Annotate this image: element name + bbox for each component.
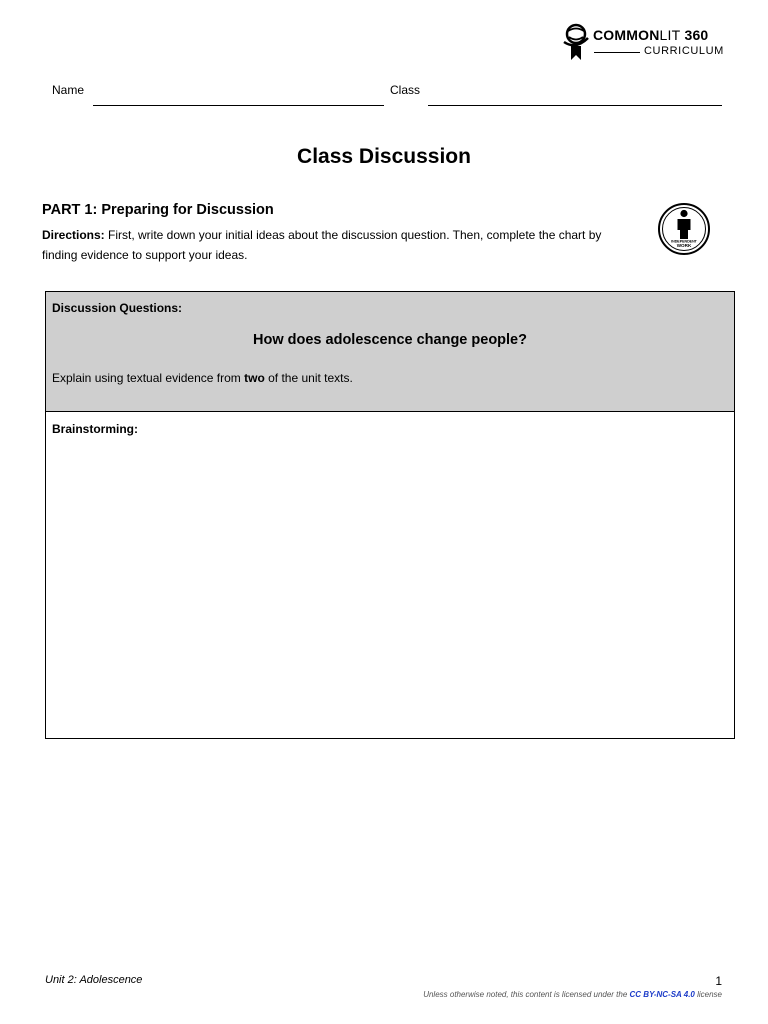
badge-line1: INDEPENDENT — [671, 239, 697, 244]
license-post: license — [694, 990, 722, 999]
directions-lead: Directions: — [42, 228, 105, 242]
footer-unit: Unit 2: Adolescence — [45, 974, 143, 986]
instruction-bold: two — [244, 371, 265, 385]
brand-word-bold: COMMON — [593, 27, 660, 43]
discussion-question: How does adolescence change people? — [253, 332, 527, 348]
name-field[interactable] — [93, 105, 384, 106]
class-field[interactable] — [428, 105, 722, 106]
brand-rule — [594, 52, 640, 53]
page-title: Class Discussion — [297, 145, 471, 168]
discussion-question-section — [46, 292, 734, 412]
directions-text: First, write down your initial ideas about the discussion question. Then, complete the chart by finding evidence to support your ideas. — [42, 228, 602, 262]
independent-work-icon — [657, 202, 711, 256]
class-label: Class — [390, 83, 421, 97]
commonlit-globe-icon — [562, 22, 590, 62]
commonlit-logo — [562, 22, 732, 64]
instruction-pre: Explain using textual evidence from — [52, 371, 245, 385]
instruction-post: of the unit texts. — [264, 371, 353, 385]
discussion-instruction — [52, 371, 353, 385]
part1-heading: PART 1: Preparing for Discussion — [42, 202, 274, 218]
discussion-questions-label: Discussion Questions: — [52, 301, 183, 315]
license-pre: Unless otherwise noted, this content is licensed under the — [423, 990, 630, 999]
brainstorming-label: Brainstorming: — [52, 422, 139, 436]
license-link[interactable]: CC BY-NC-SA 4.0 — [629, 990, 695, 999]
license-notice — [423, 990, 722, 999]
name-label: Name — [52, 83, 85, 97]
brand-wordmark — [593, 27, 708, 43]
badge-line2: WORK — [676, 243, 692, 248]
brand-subline: CURRICULUM — [644, 45, 724, 57]
page-number: 1 — [715, 974, 722, 988]
brand-word-light: LIT — [659, 27, 681, 43]
discussion-chart — [45, 291, 735, 739]
directions — [42, 225, 632, 265]
brand-word-number: 360 — [684, 27, 709, 43]
